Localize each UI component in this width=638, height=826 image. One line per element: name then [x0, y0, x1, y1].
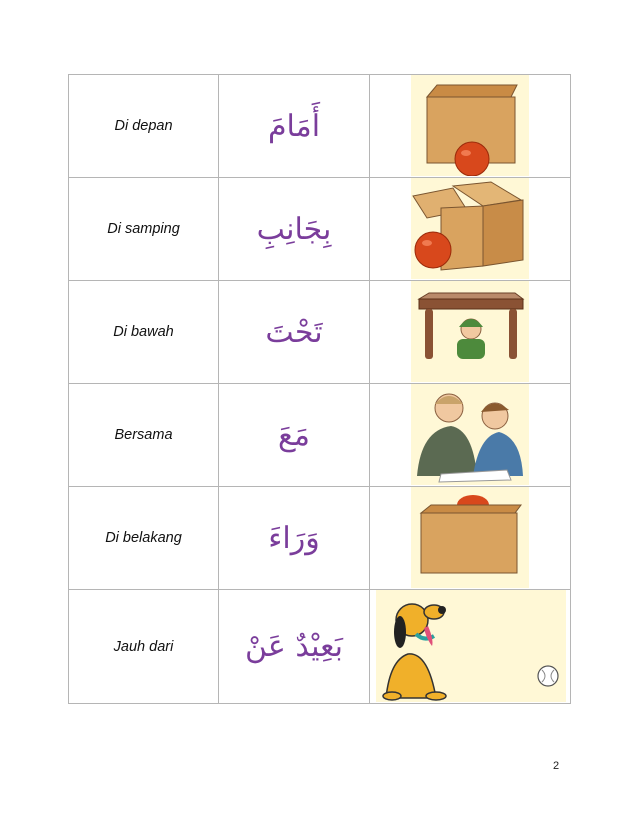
malay-word: Jauh dari	[69, 590, 219, 704]
table-row	[69, 487, 571, 590]
malay-word: Di belakang	[69, 487, 219, 590]
box-ball-beside-icon	[411, 178, 529, 279]
table-row	[69, 281, 571, 384]
arabic-word: وَرَاءَ	[219, 487, 370, 590]
table-row	[69, 590, 571, 704]
dog-far-from-ball-icon	[376, 590, 566, 702]
arabic-word: أَمَامَ	[219, 75, 370, 178]
arabic-word: بَعِيْدٌ عَنْ	[219, 590, 370, 704]
arabic-word: بِجَانِبِ	[219, 178, 370, 281]
malay-word: Di depan	[69, 75, 219, 178]
malay-word: Di bawah	[69, 281, 219, 384]
box-ball-in-front-icon	[411, 75, 529, 176]
table-row	[69, 75, 571, 178]
table-row	[69, 384, 571, 487]
arabic-word: تَحْتَ	[219, 281, 370, 384]
arabic-word: مَعَ	[219, 384, 370, 487]
malay-word: Bersama	[69, 384, 219, 487]
page-number: 2	[553, 760, 560, 772]
box-ball-behind-icon	[411, 487, 529, 588]
boy-under-table-icon	[411, 281, 529, 382]
vocabulary-table	[68, 74, 571, 704]
two-people-reading-icon	[411, 384, 529, 485]
malay-word: Di samping	[69, 178, 219, 281]
table-row	[69, 178, 571, 281]
